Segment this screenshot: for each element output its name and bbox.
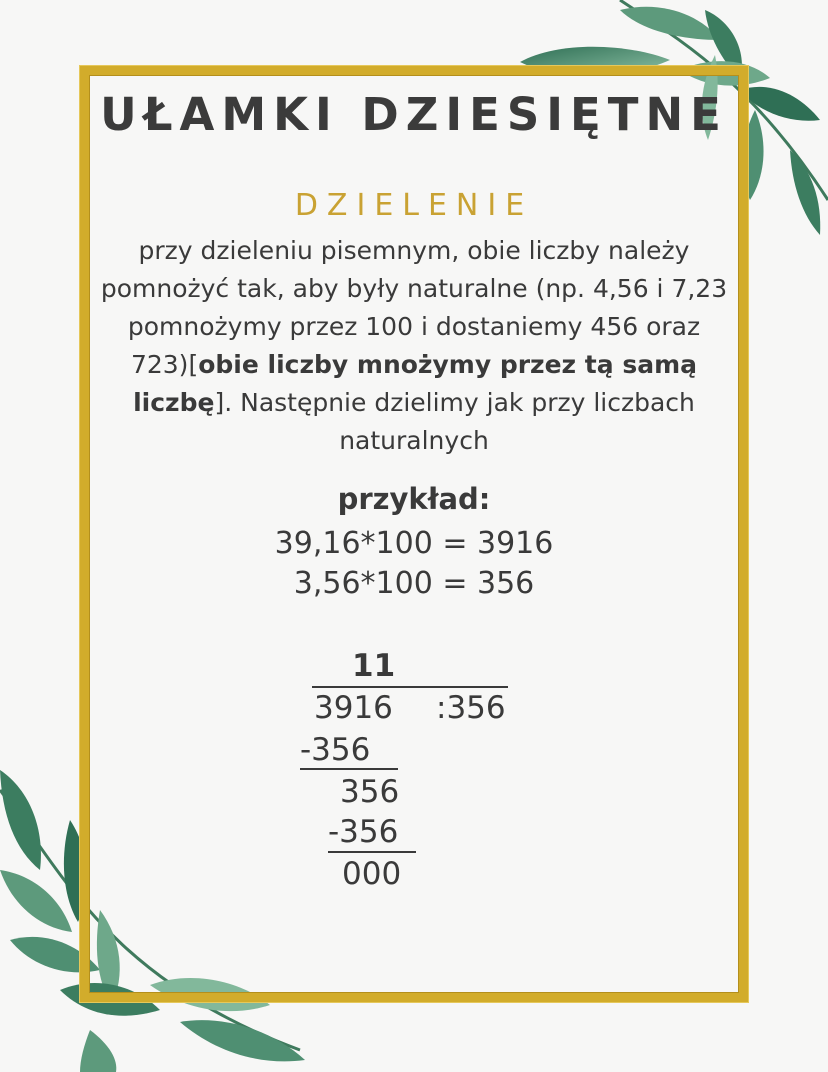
explanation-text-part1: przy dzieleniu pisemnym, obie liczby należy pomnożyć tak, aby były naturalne (np. 4,56 i 7,23 pomnożymy przez 100 i dostaniemy 456 oraz 723)[ xyxy=(100,236,728,379)
example-heading: przykład: xyxy=(337,482,491,516)
division-divisor: :356 xyxy=(436,690,506,726)
division-quotient: 11 xyxy=(352,648,396,684)
subtract-line-2 xyxy=(328,851,416,853)
quotient-line xyxy=(312,686,508,688)
example-line-2: 3,56*100 = 356 xyxy=(293,566,535,601)
division-subtract-1: -356 xyxy=(300,732,371,768)
division-dividend: 3916 xyxy=(314,690,393,726)
page-title: UŁAMKI DZIESIĘTNE xyxy=(100,88,728,141)
explanation-paragraph xyxy=(96,232,732,460)
long-division xyxy=(290,648,530,908)
explanation-text-part2: ]. Następnie dzielimy jak przy liczbach naturalnych xyxy=(214,388,695,455)
example-line-1: 39,16*100 = 3916 xyxy=(274,526,554,561)
subtract-line-1 xyxy=(300,768,398,770)
division-remainder-1: 356 xyxy=(340,774,400,810)
section-subtitle: DZIELENIE xyxy=(294,188,534,223)
division-remainder-2: 000 xyxy=(342,856,402,892)
division-subtract-2: -356 xyxy=(328,814,399,850)
explanation-bold: obie liczby mnożymy przez tą samą liczbę xyxy=(133,350,698,417)
